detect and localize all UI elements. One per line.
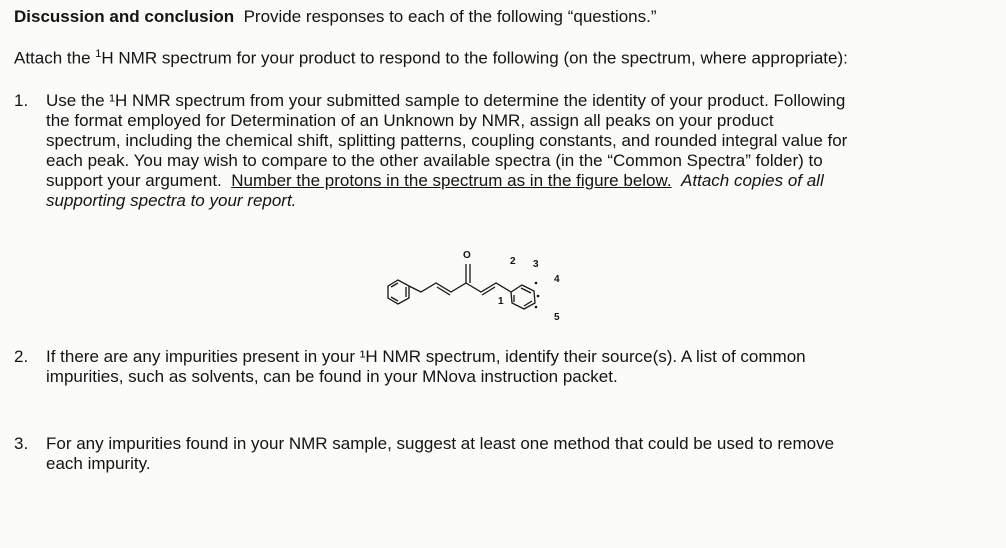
question-line-mixed bbox=[46, 171, 956, 191]
proton-label-5: 5 bbox=[554, 312, 560, 323]
underlined-instruction: Number the protons in the spectrum as in the figure below. bbox=[231, 171, 672, 190]
question-line: impurities, such as solvents, can be found in your MNova instruction packet. bbox=[46, 367, 618, 386]
section-instructions: Provide responses to each of the following “questions.” bbox=[243, 7, 657, 26]
italic-instruction: Attach copies of all bbox=[681, 171, 824, 190]
question-body bbox=[46, 347, 956, 387]
question-number: 2. bbox=[14, 347, 29, 366]
attach-superscript: 1 bbox=[95, 48, 102, 60]
proton-label-3: 3 bbox=[533, 259, 539, 270]
question-body bbox=[46, 91, 956, 211]
italic-instruction-cont: supporting spectra to your report. bbox=[46, 191, 297, 210]
section-title: Discussion and conclusion bbox=[14, 7, 235, 26]
question-line: each impurity. bbox=[46, 454, 151, 473]
question-number: 1. bbox=[14, 91, 29, 110]
question-number: 3. bbox=[14, 434, 29, 453]
question-body bbox=[46, 434, 956, 474]
proton-label-2: 2 bbox=[510, 256, 516, 267]
section-header bbox=[14, 7, 657, 27]
question-line: the format employed for Determination of an Unknown by NMR, assign all peaks on your product bbox=[46, 111, 774, 130]
question-line: For any impurities found in your NMR sample, suggest at least one method that could be used to remove bbox=[46, 434, 835, 453]
question-line: each peak. You may wish to compare to the other available spectra (in the “Common Spectra” folder) to bbox=[46, 151, 823, 170]
attach-text-end: H NMR spectrum for your product to respond to the following (on the spectrum, where appropriate): bbox=[101, 48, 848, 68]
chalcone-structure-figure bbox=[378, 240, 618, 330]
proton-label-1: 1 bbox=[498, 296, 504, 307]
question-line: spectrum, including the chemical shift, splitting patterns, coupling constants, and rounded integral value for bbox=[46, 131, 848, 150]
question-line: Use the ¹H NMR spectrum from your submitted sample to determine the identity of your product. Following bbox=[46, 91, 846, 110]
question-line: If there are any impurities present in your ¹H NMR spectrum, identify their source(s). A list of common bbox=[46, 347, 806, 366]
question-line-text: support your argument. bbox=[46, 171, 222, 190]
attach-text-start: Attach the bbox=[14, 48, 96, 68]
proton-label-4: 4 bbox=[554, 274, 560, 285]
oxygen-label: O bbox=[463, 250, 471, 261]
attach-instruction bbox=[14, 48, 848, 69]
